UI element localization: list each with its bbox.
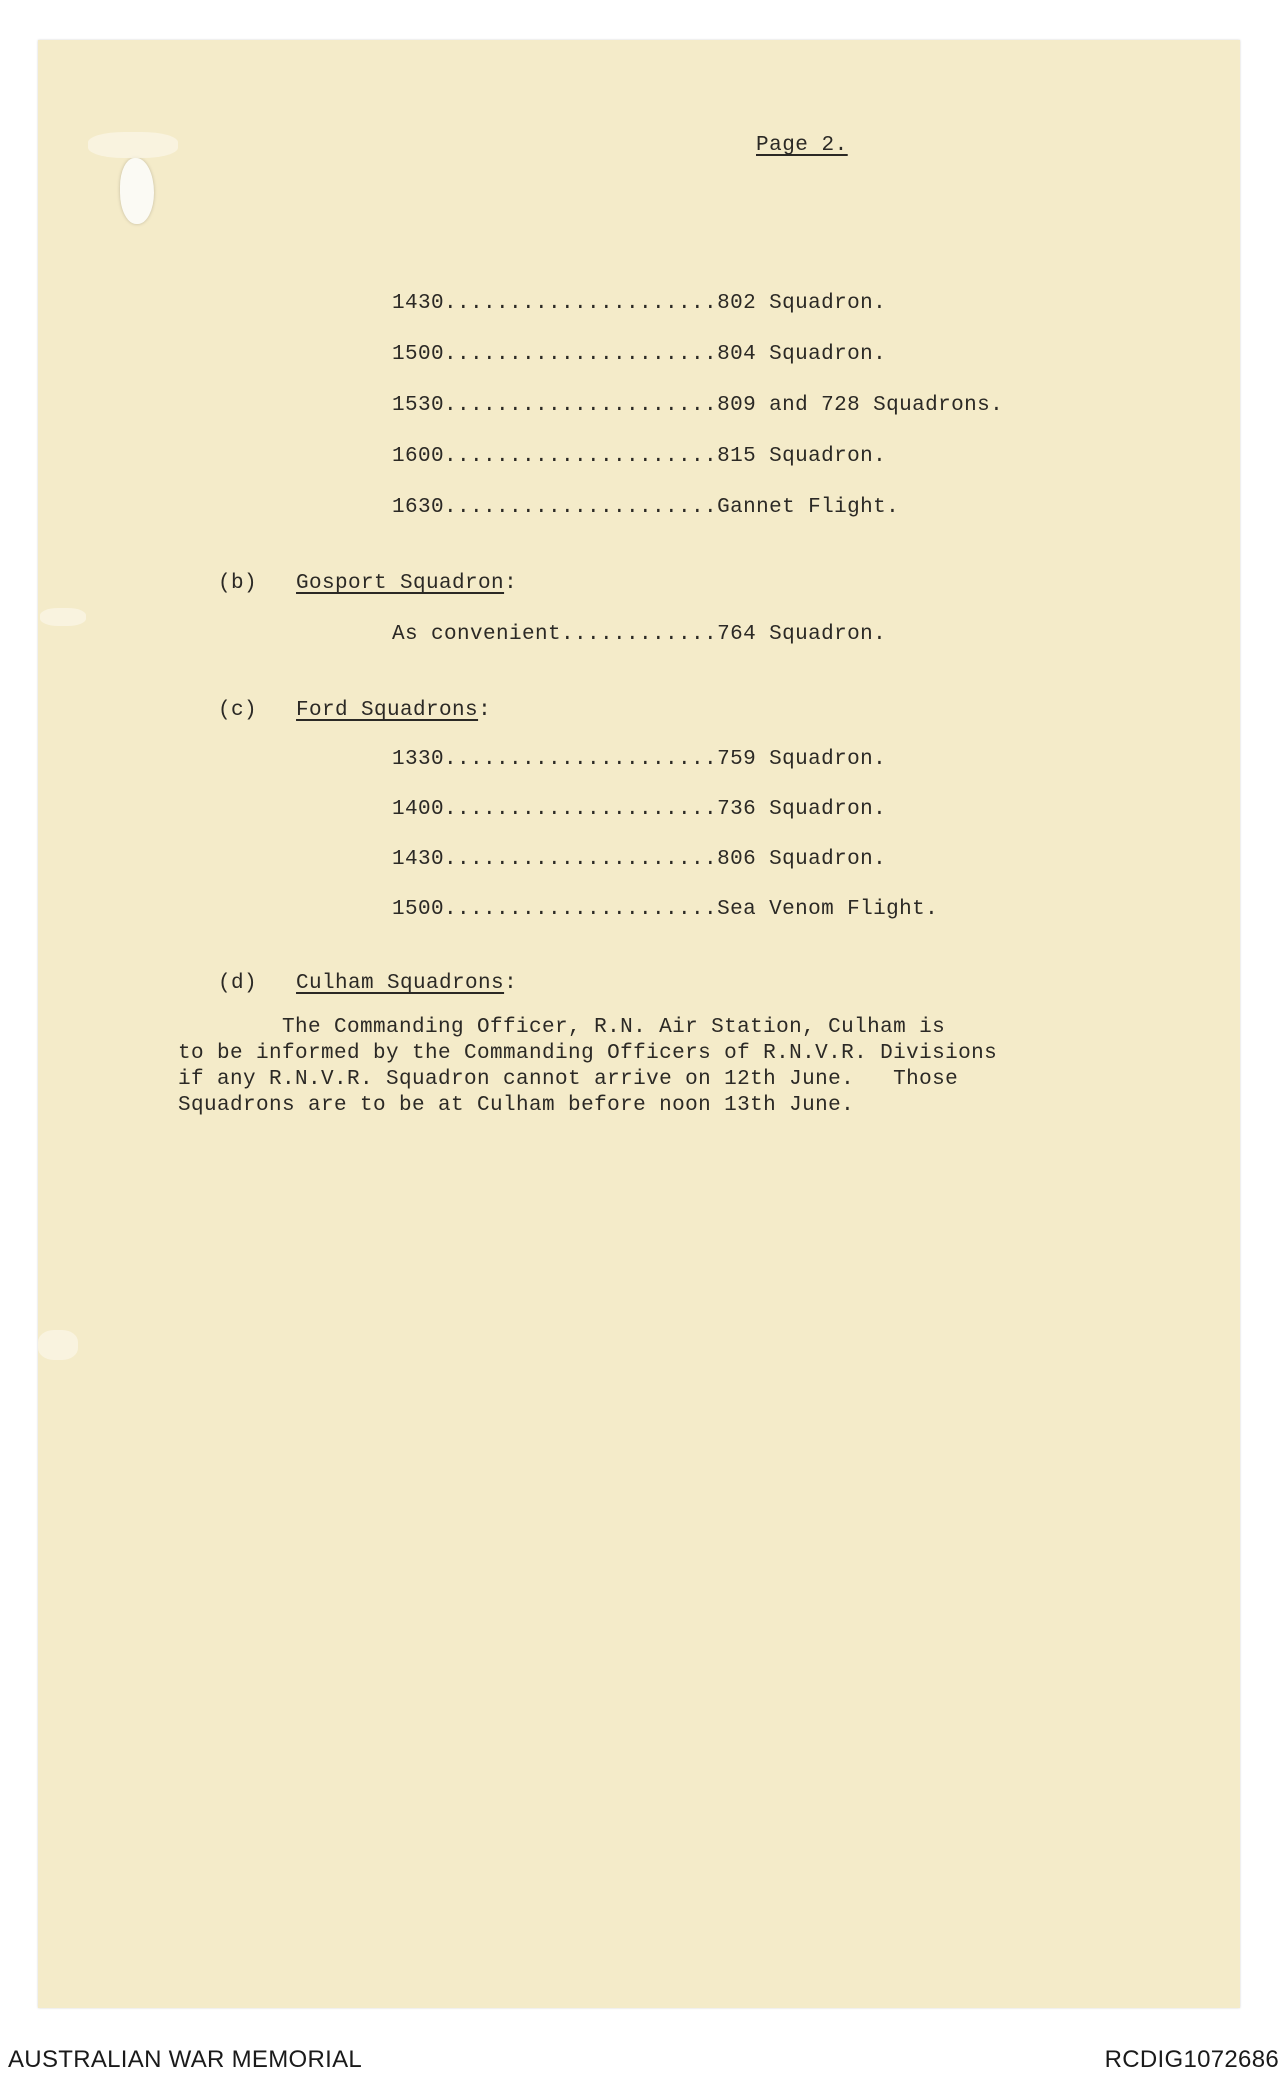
- notice-paragraph: [178, 1015, 1028, 1119]
- paper-tear: [38, 1330, 78, 1360]
- row-unit: 804 Squadron.: [717, 343, 887, 366]
- section-letter: (c): [218, 699, 258, 722]
- row-unit: 764 Squadron.: [717, 623, 887, 646]
- schedule-row: [392, 798, 886, 821]
- row-leader: .....................: [444, 445, 718, 468]
- section-title: Gosport Squadron: [296, 572, 505, 595]
- section-heading-d: (d) Culham Squadrons:: [218, 972, 518, 995]
- row-unit: 802 Squadron.: [717, 292, 887, 315]
- row-unit: 806 Squadron.: [717, 848, 887, 871]
- row-leader: .....................: [444, 496, 718, 519]
- schedule-row: [392, 623, 886, 646]
- section-heading-c: (c) Ford Squadrons:: [218, 699, 492, 722]
- paragraph-line: Squadrons are to be at Culham before noon 13th June.: [178, 1094, 855, 1117]
- section-heading-b: (b) Gosport Squadron:: [218, 572, 518, 595]
- row-leader: .....................: [444, 748, 718, 771]
- schedule-row: [392, 496, 899, 519]
- row-unit: Sea Venom Flight.: [717, 898, 939, 921]
- row-time: 1530: [392, 394, 445, 417]
- schedule-row: [392, 445, 886, 468]
- row-time: As convenient: [392, 623, 562, 646]
- paragraph-line: if any R.N.V.R. Squadron cannot arrive on 12th June. Those: [178, 1068, 959, 1091]
- row-unit: Gannet Flight.: [717, 496, 900, 519]
- row-unit: 759 Squadron.: [717, 748, 887, 771]
- row-time: 1400: [392, 798, 445, 821]
- row-leader: .....................: [444, 292, 718, 315]
- row-leader: .....................: [444, 394, 718, 417]
- row-unit: 815 Squadron.: [717, 445, 887, 468]
- archive-id: RCDIG1072686: [1104, 2046, 1279, 2073]
- schedule-row: [392, 292, 886, 315]
- schedule-row: [392, 898, 938, 921]
- row-time: 1600: [392, 445, 445, 468]
- row-time: 1430: [392, 848, 445, 871]
- schedule-row: [392, 343, 886, 366]
- schedule-row: [392, 748, 886, 771]
- row-time: 1500: [392, 343, 445, 366]
- paragraph-line: to be informed by the Commanding Officers of R.N.V.R. Divisions: [178, 1042, 998, 1065]
- row-time: 1430: [392, 292, 445, 315]
- row-unit: 736 Squadron.: [717, 798, 887, 821]
- row-leader: .....................: [444, 898, 718, 921]
- row-unit: 809 and 728 Squadrons.: [717, 394, 1004, 417]
- row-leader: .....................: [444, 848, 718, 871]
- row-leader: ............: [561, 623, 718, 646]
- row-leader: .....................: [444, 798, 718, 821]
- punch-hole: [120, 158, 154, 224]
- paper-tear: [40, 608, 86, 626]
- schedule-row: [392, 394, 1003, 417]
- section-letter: (d): [218, 972, 258, 995]
- row-time: 1630: [392, 496, 445, 519]
- archive-credit: AUSTRALIAN WAR MEMORIAL: [8, 2046, 363, 2073]
- row-time: 1330: [392, 748, 445, 771]
- section-title: Ford Squadrons: [296, 699, 479, 722]
- row-time: 1500: [392, 898, 445, 921]
- schedule-row: [392, 848, 886, 871]
- paper-tear: [88, 132, 178, 158]
- row-leader: .....................: [444, 343, 718, 366]
- section-title: Culham Squadrons: [296, 972, 505, 995]
- paragraph-line: The Commanding Officer, R.N. Air Station, Culham is: [178, 1016, 946, 1039]
- page-number: Page 2.: [756, 134, 848, 157]
- section-letter: (b): [218, 572, 258, 595]
